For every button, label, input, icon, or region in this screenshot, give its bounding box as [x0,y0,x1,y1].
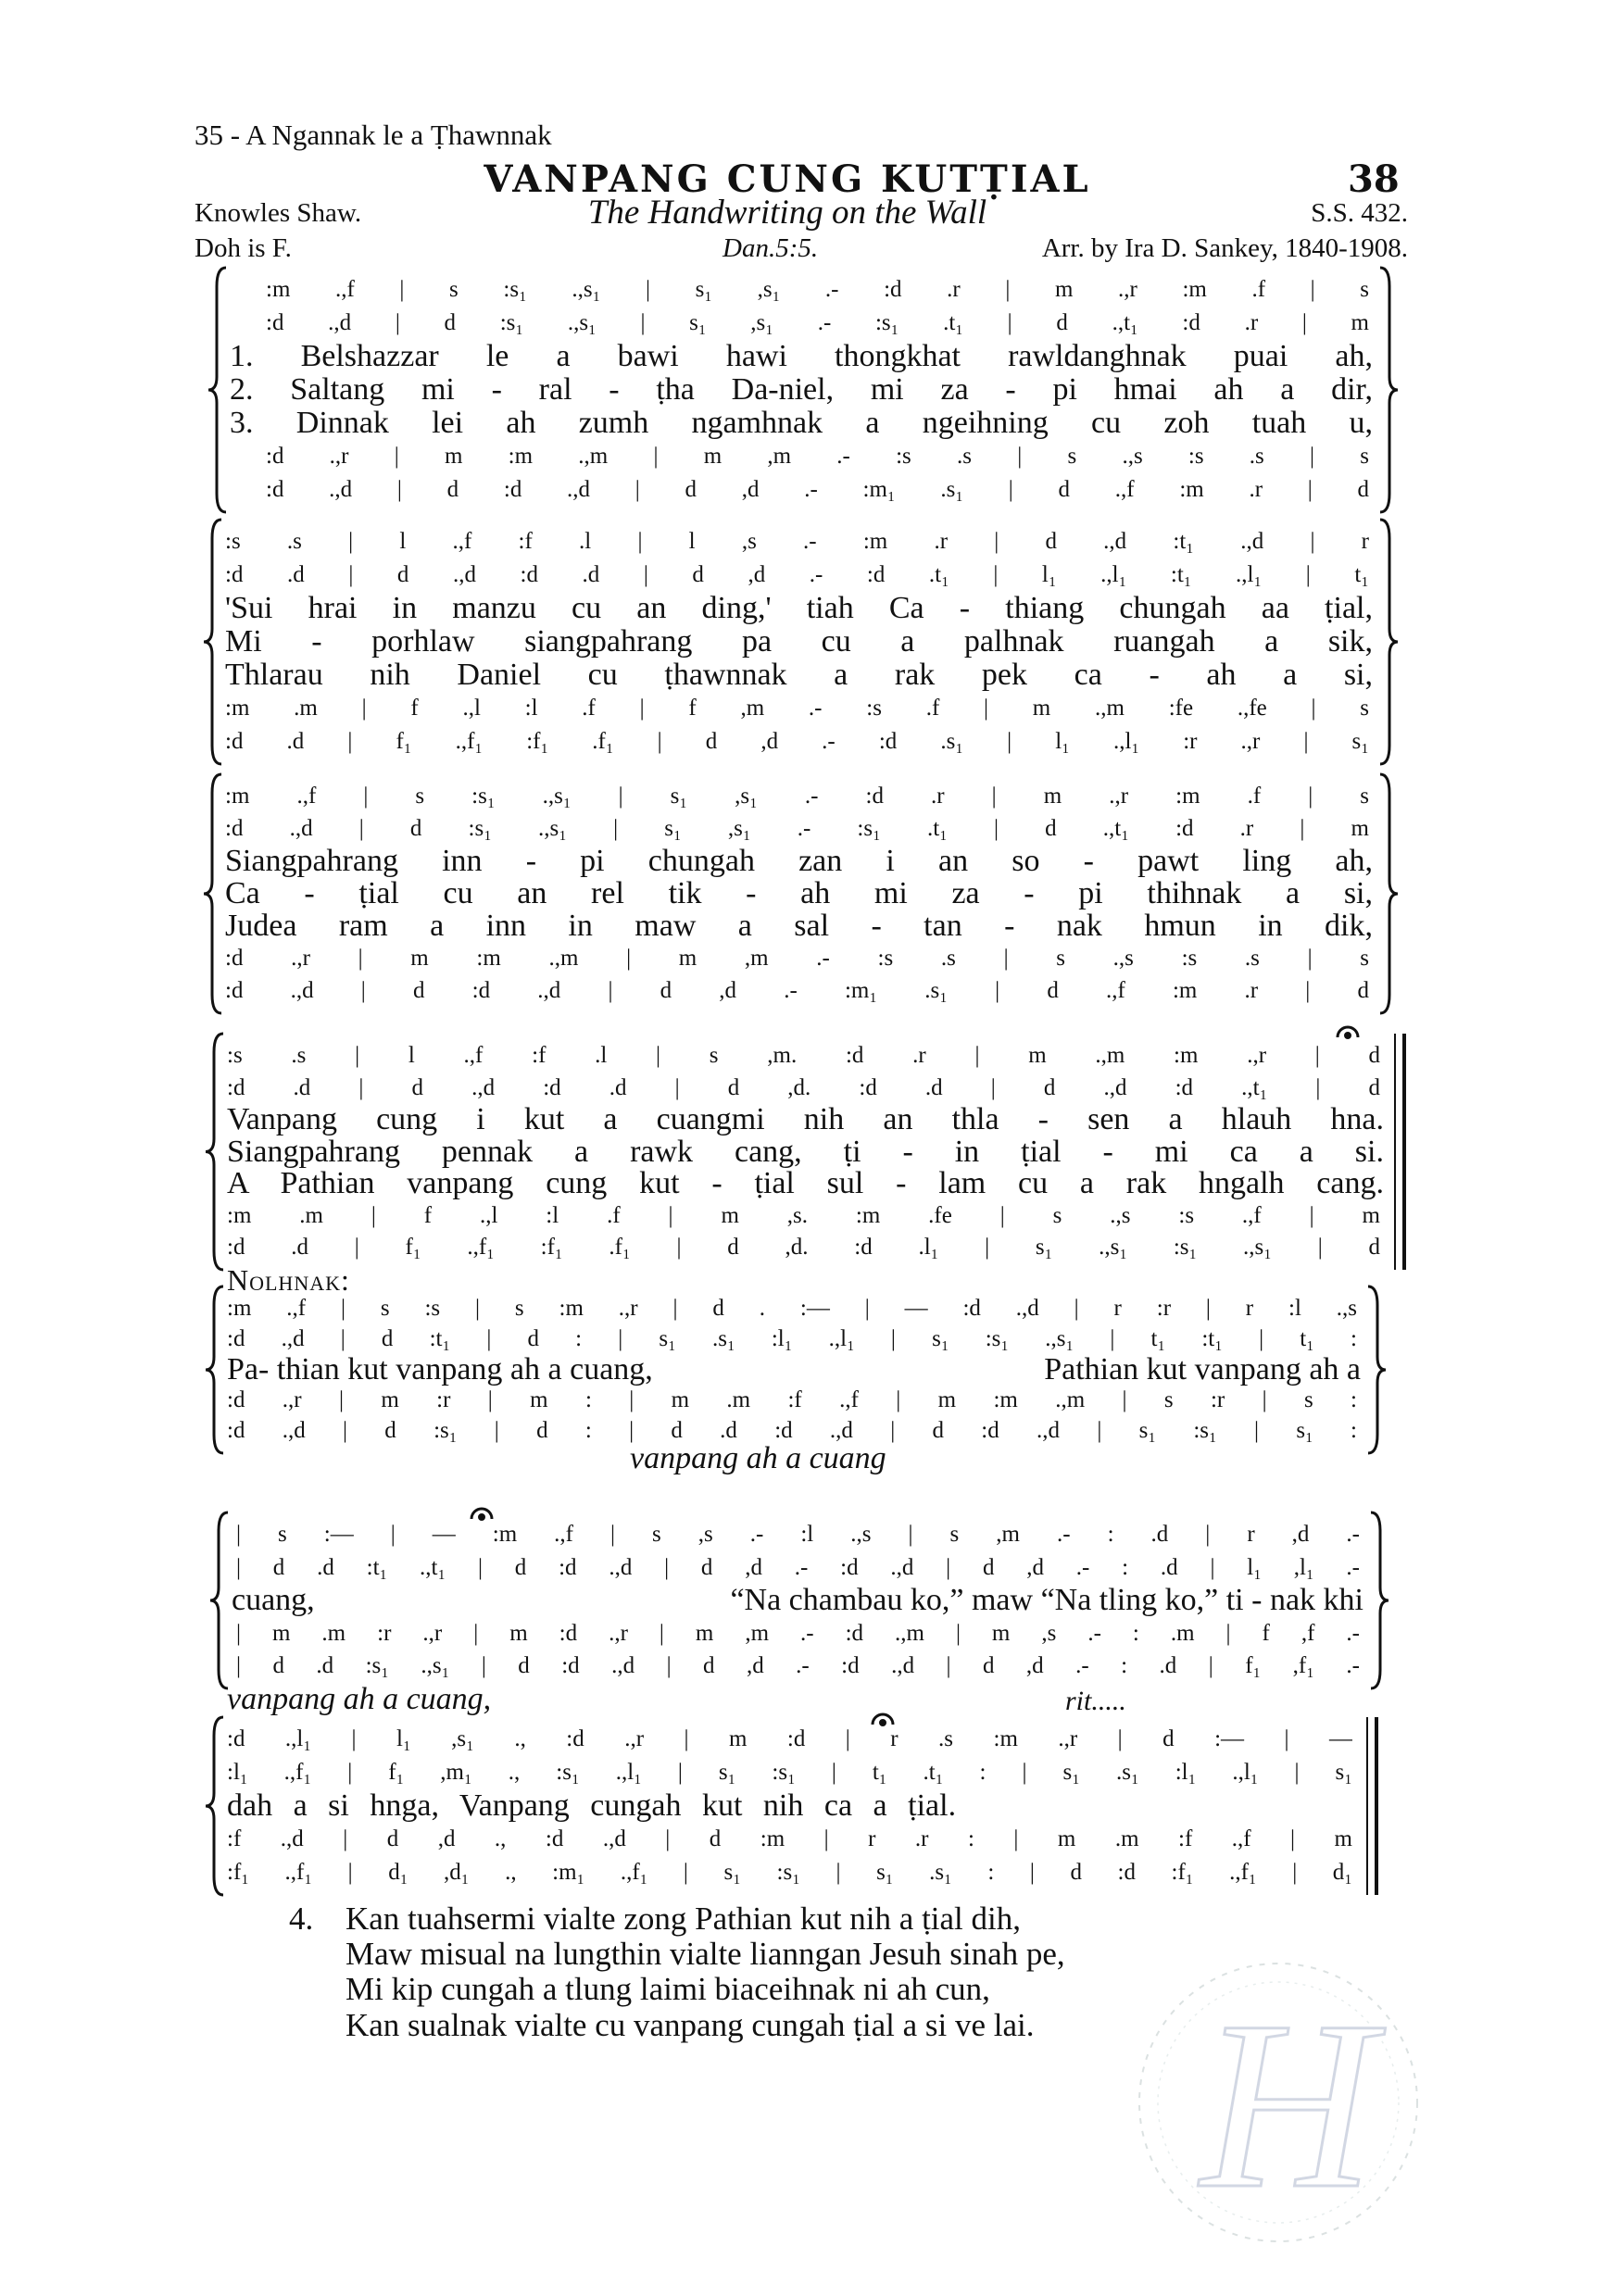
solfa-notes-row: | m .m :r .,r | m :d .,r | m ,m .- :d .,m | m ,s .- : .m | f ,f .- [236,1620,1360,1646]
solfa-notes-row: :d .d | f₁ .,f₁ :f₁ .f₁ | d ,d. :d .l₁ | s₁ .,s₁ :s₁ .,s₁ | d [227,1235,1380,1260]
lyric-text: Siangpahrang inn - pi chungah zan i an so - pawt ling ah, [225,844,1373,878]
left-brace [204,774,221,1013]
left-brace [206,1286,223,1453]
left-brace [206,1034,223,1270]
solfa-notes-row: :m .,f | s :s | s :m .,r | d . :— | — :d .,d | r :r | r :l .,s [227,1296,1357,1321]
solfa-notes-row: :d .,r | m :m .,m | m ,m .- :s .s | s .,s :s .s | s [266,444,1369,469]
tempo-mark: rit..... [1065,1686,1126,1716]
left-brace [206,1717,223,1895]
lyric-text: Judea ram a inn in maw a sal - tan - nak hmun in dik, [225,909,1373,943]
lyric-text: 'Sui hrai in manzu cu an ding,' tiah Ca - thiang chungah aa ṭial, [225,591,1373,625]
solfa-notes-row: | s :— | — :m .,f | s ,s .- :l .,s | s ,m .- : .d | r ,d .- [236,1522,1360,1547]
solfa-notes-row: :d .,d | d :d .,d | d ,d .- :m₁ .s₁ | d .,f :m .r | d [225,978,1369,1003]
left-brace [208,268,226,512]
solfa-notes-row: :d .,r | m :m .,m | m ,m .- :s .s | s .,s :s .s | s [225,946,1369,971]
svg-text:H: H [1200,1972,1375,2239]
watermark-logo [1139,1964,1417,2241]
lyric-text: Vanpang cung i kut a cuangmi nih an thla - sen a hlauh hna. [227,1102,1384,1136]
solfa-notes-row: | d .d :s₁ .,s₁ | d :d .,d | d ,d .- :d .,d | d ,d .- : .d | f₁ ,f₁ .- [236,1653,1360,1678]
fermata-icon [471,1509,492,1520]
solfa-notes-row: :d .,l₁ | l₁ ,s₁ ., :d .,r | m :d | r .s :m .,r | d :— | — [227,1726,1352,1751]
braces [204,268,1404,1895]
solfa-notes-row: | d .d :t₁ .,t₁ | d :d .,d | d ,d .- :d .,d | d ,d .- : .d | l₁ ,l₁ .- [236,1554,1360,1580]
lyric-text: 1. Belshazzar le a bawi hawi thongkhat rawldanghnak puai ah, [230,339,1373,373]
hymn-title: VANPANG CUNG KUTṬIAL [484,157,1091,201]
key-signature: Doh is F. [195,233,292,263]
hymn-number: 38 [1348,157,1400,201]
right-brace [1380,520,1398,764]
solfa-notes-row: :d .,d | d :s₁ | d : | d .d :d .,d | d :d .,d | s₁ :s₁ | s₁ : [227,1418,1357,1443]
author: Knowles Shaw. [195,198,362,228]
verse-line: Kan sualnak vialte cu vanpang cungah ṭial a si ve lai. [346,2007,1035,2043]
solfa-notes-row: :d .,d | d :t₁ | d : | s₁ .s₁ :l₁ .,l₁ | s₁ :s₁ .,s₁ | t₁ :t₁ | t₁ : [227,1326,1357,1351]
lyric-text: A Pathian vanpang cung kut - ṭial sul - lam cu a rak hngalh cang. [227,1166,1384,1200]
lyric-text: cuang, [232,1583,315,1617]
right-brace [1380,774,1398,1013]
solfa-notes-row: :f .,d | d ,d ., :d .,d | d :m | r .r : | m .m :f .,f | m [227,1826,1352,1851]
source-reference: S.S. 432. [1311,198,1408,228]
scripture-reference: Dan.5:5. [723,233,819,263]
lyric-text: “Na chambau ko,” maw “Na tling ko,” ti - nak khi [730,1583,1363,1617]
lyric-text: Mi - porhlaw siangpahrang pa cu a palhnak ruangah a sik, [225,624,1373,659]
lyric-text: Pathian kut vanpang ah a [1044,1352,1361,1386]
fermata-icon [1338,1027,1358,1038]
solfa-notes-row: :d .d | f₁ .,f₁ :f₁ .f₁ | d ,d .- :d .s₁ | l₁ .,l₁ :r .,r | s₁ [225,729,1369,754]
lyric-text: Siangpahrang pennak a rawk cang, ṭi - in ṭial - mi ca a si. [227,1134,1384,1169]
descant-text: vanpang ah a cuang, [227,1682,492,1716]
arranger: Arr. by Ira D. Sankey, 1840-1908. [1041,233,1408,263]
lyric-text: 2. Saltang mi - ral - ṭha Da-niel, mi za - pi hmai ah a dir, [230,372,1373,407]
solfa-notes-row: :d .d | d .,d :d .d | d ,d. :d .d | d .,d :d .,t₁ | d [227,1074,1380,1100]
solfa-notes-row: :d .,d | d :s₁ .,s₁ | s₁ ,s₁ .- :s₁ .t₁ | d .,t₁ :d .r | m [266,310,1369,335]
verse-line: Kan tuahsermi vialte zong Pathian kut nih a ṭial dih, [346,1901,1022,1937]
fermata-icon [873,1714,893,1725]
solfa-notes-row: :m .m | f .,l :l .f | m ,s. :m .fe | s .,s :s .,f | m [227,1202,1380,1228]
verse-line: Maw misual na lungthin vialte lianngan Jesuh sinah pe, [346,1936,1065,1972]
solfa-notes-row: :d .,d | d :d .,d | d ,d .- :m₁ .s₁ | d .,f :m .r | d [266,477,1369,502]
solfa-notes-row: :f₁ .,f₁ | d₁ ,d₁ ., :m₁ .,f₁ | s₁ :s₁ | s₁ .s₁ : | d :d :f₁ .,f₁ | d₁ [227,1860,1352,1885]
verse-line: Mi kip cungah a tlung laimi biaceihnak ni ah cun, [346,1971,990,2007]
lyric-text: Pa- thian kut vanpang ah a cuang, [227,1352,653,1386]
english-subtitle: The Handwriting on the Wall [587,194,987,232]
solfa-notes-row: :m .m | f .,l :l .f | f ,m .- :s .f | m .,m :fe .,fe | s [225,696,1369,721]
solfa-notes-row: :l₁ .,f₁ | f₁ ,m₁ ., :s₁ .,l₁ | s₁ :s₁ | t₁ .t₁ : | s₁ .s₁ :l₁ .,l₁ | s₁ [227,1760,1352,1785]
left-brace [210,1512,228,1688]
solfa-notes-row: :s .s | l .,f :f .l | s ,m. :d .r | m .,m :m .,r | d [227,1043,1380,1068]
solfa-notes-row: :d .,d | d :s₁ .,s₁ | s₁ ,s₁ .- :s₁ .t₁ | d .,t₁ :d .r | m [225,816,1369,841]
descant-text: vanpang ah a cuang [630,1441,886,1475]
solfa-notes-row: :m .,f | s :s₁ .,s₁ | s₁ ,s₁ .- :d .r | m .,r :m .f | s [266,277,1369,302]
right-brace [1368,1286,1386,1453]
right-brace [1380,268,1398,512]
verse-number: 4. [289,1901,314,1937]
solfa-notes-row: :d .d | d .,d :d .d | d ,d .- :d .t₁ | l₁ .,l₁ :t₁ .,l₁ | t₁ [225,562,1369,587]
lyric-text: Ca - ṭial cu an rel tik - ah mi za - pi thihnak a si, [225,876,1373,910]
lyric-text: Thlarau nih Daniel cu ṭhawnnak a rak pek ca - ah a si, [225,658,1373,692]
chorus-label: Nolhnak: [227,1263,350,1297]
lyric-text: 3. Dinnak lei ah zumh ngamhnak a ngeihning cu zoh tuah u, [230,406,1373,440]
solfa-notes-row: :m .,f | s :s₁ .,s₁ | s₁ ,s₁ .- :d .r | m .,r :m .f | s [225,784,1369,809]
lyric-text: dah a si hnga, Vanpang cungah kut nih ca a ṭial. [227,1788,957,1823]
left-brace [204,520,221,764]
book-section-heading: 35 - A Ngannak le a Ṭhawnnak [195,119,552,151]
solfa-notes-row: :d .,r | m :r | m : | m .m :f .,f | m :m .,m | s :r | s : [227,1387,1357,1412]
right-brace [1371,1512,1389,1688]
solfa-notes-row: :s .s | l .,f :f .l | l ,s .- :m .r | d .,d :t₁ .,d | r [225,529,1369,554]
